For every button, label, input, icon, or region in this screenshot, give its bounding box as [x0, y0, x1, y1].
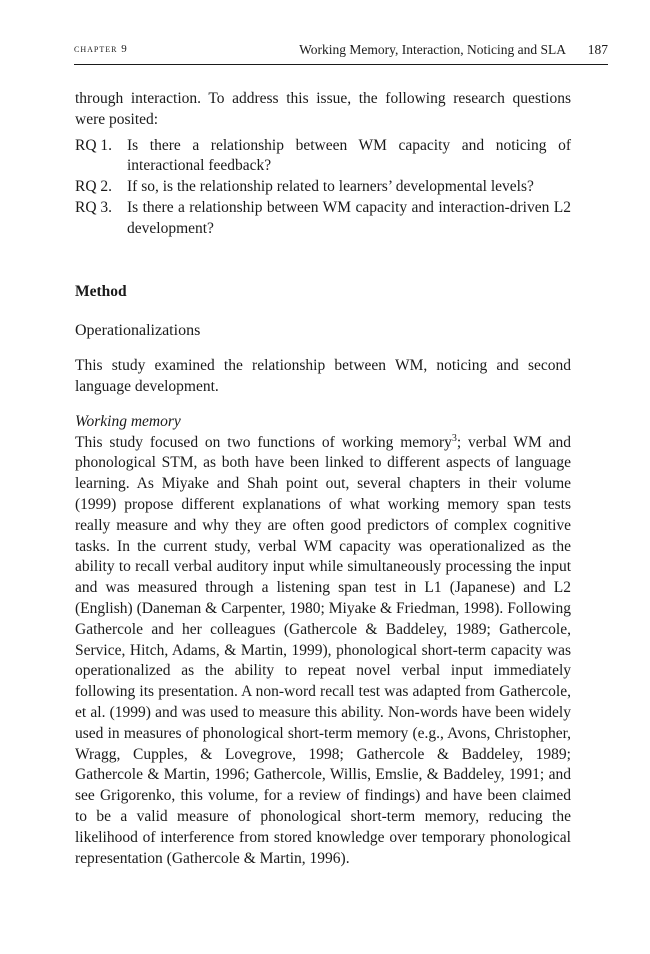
research-question-2 — [75, 177, 571, 198]
section-heading-method: Method — [75, 282, 127, 300]
running-title: Working Memory, Interaction, Noticing and SLA — [299, 42, 566, 57]
chapter-label: chapter 9 — [74, 43, 128, 55]
intro-paragraph: through interaction. To address this issue, the following research questions were posited: — [75, 90, 571, 128]
page-number: 187 — [587, 42, 608, 57]
rq-text: Is there a relationship between WM capacity and interaction-driven L2 development? — [127, 198, 571, 237]
rq-text: Is there a relationship between WM capacity and noticing of interactional feedback? — [127, 136, 571, 175]
footnote-marker[interactable]: 3 — [451, 432, 457, 444]
running-head — [74, 40, 608, 65]
research-questions-list — [75, 136, 571, 240]
research-question-1 — [75, 136, 571, 178]
working-memory-paragraph — [75, 433, 571, 870]
subsubsection-heading-working-memory: Working memory — [75, 412, 181, 430]
rq-number: RQ 1. — [75, 136, 113, 154]
rq-number: RQ 3. — [75, 198, 113, 216]
method-intro-paragraph: This study examined the relationship between WM, noticing and second language development. — [75, 357, 571, 395]
research-question-3 — [75, 198, 571, 240]
working-memory-text-start: This study focused on two functions of working memory — [75, 433, 452, 451]
rq-number: RQ 2. — [75, 178, 113, 196]
working-memory-text-rest: ; verbal WM and phonological STM, as both have been linked to different aspects of language learning. As Miyake and Shah point out, several chapters in their volume (1999) propose different explanations of what working memory span tests really measure and why they are often good predictors of complex cognitive tasks. In the current study, verbal WM capacity was operationalized as the ability to recall verbal auditory input while simultaneously processing the input and was measured through a listening span test in L1 (Japanese) and L2 (English) (Daneman & Carpenter, 1980; Miyake & Friedman, 1998). Following Gathercole and her colleagues (Gathercole & Baddeley, 1989; Gathercole, Service, Hitch, Adams, & Martin, 1999), phonological short-term capacity was operationalized as the ability to repeat novel verbal input immediately following its presentation. A non-word recall test was adapted from Gathercole, et al. (1999) and was used to measure this ability. Non-words have been widely used in measures of phonological short-term memory (e.g., Avons, Christopher, Wragg, Cupples, & Lovegrove, 1998; Gathercole & Baddeley, 1989; Gathercole & Martin, 1996; Gathercole, Willis, Emslie, & Baddeley, 1991; and see Grigorenko, this volume, for a review of findings) and have been claimed to be a valid measure of phonological short-term memory, reducing the likelihood of interference from stored knowledge over temporary phonological representation (Gathercole & Martin, 1996). — [75, 433, 571, 867]
rq-text: If so, is the relationship related to learners’ developmental levels? — [127, 178, 534, 196]
subsection-heading-operationalizations: Operationalizations — [75, 322, 201, 340]
page-body — [75, 89, 571, 869]
